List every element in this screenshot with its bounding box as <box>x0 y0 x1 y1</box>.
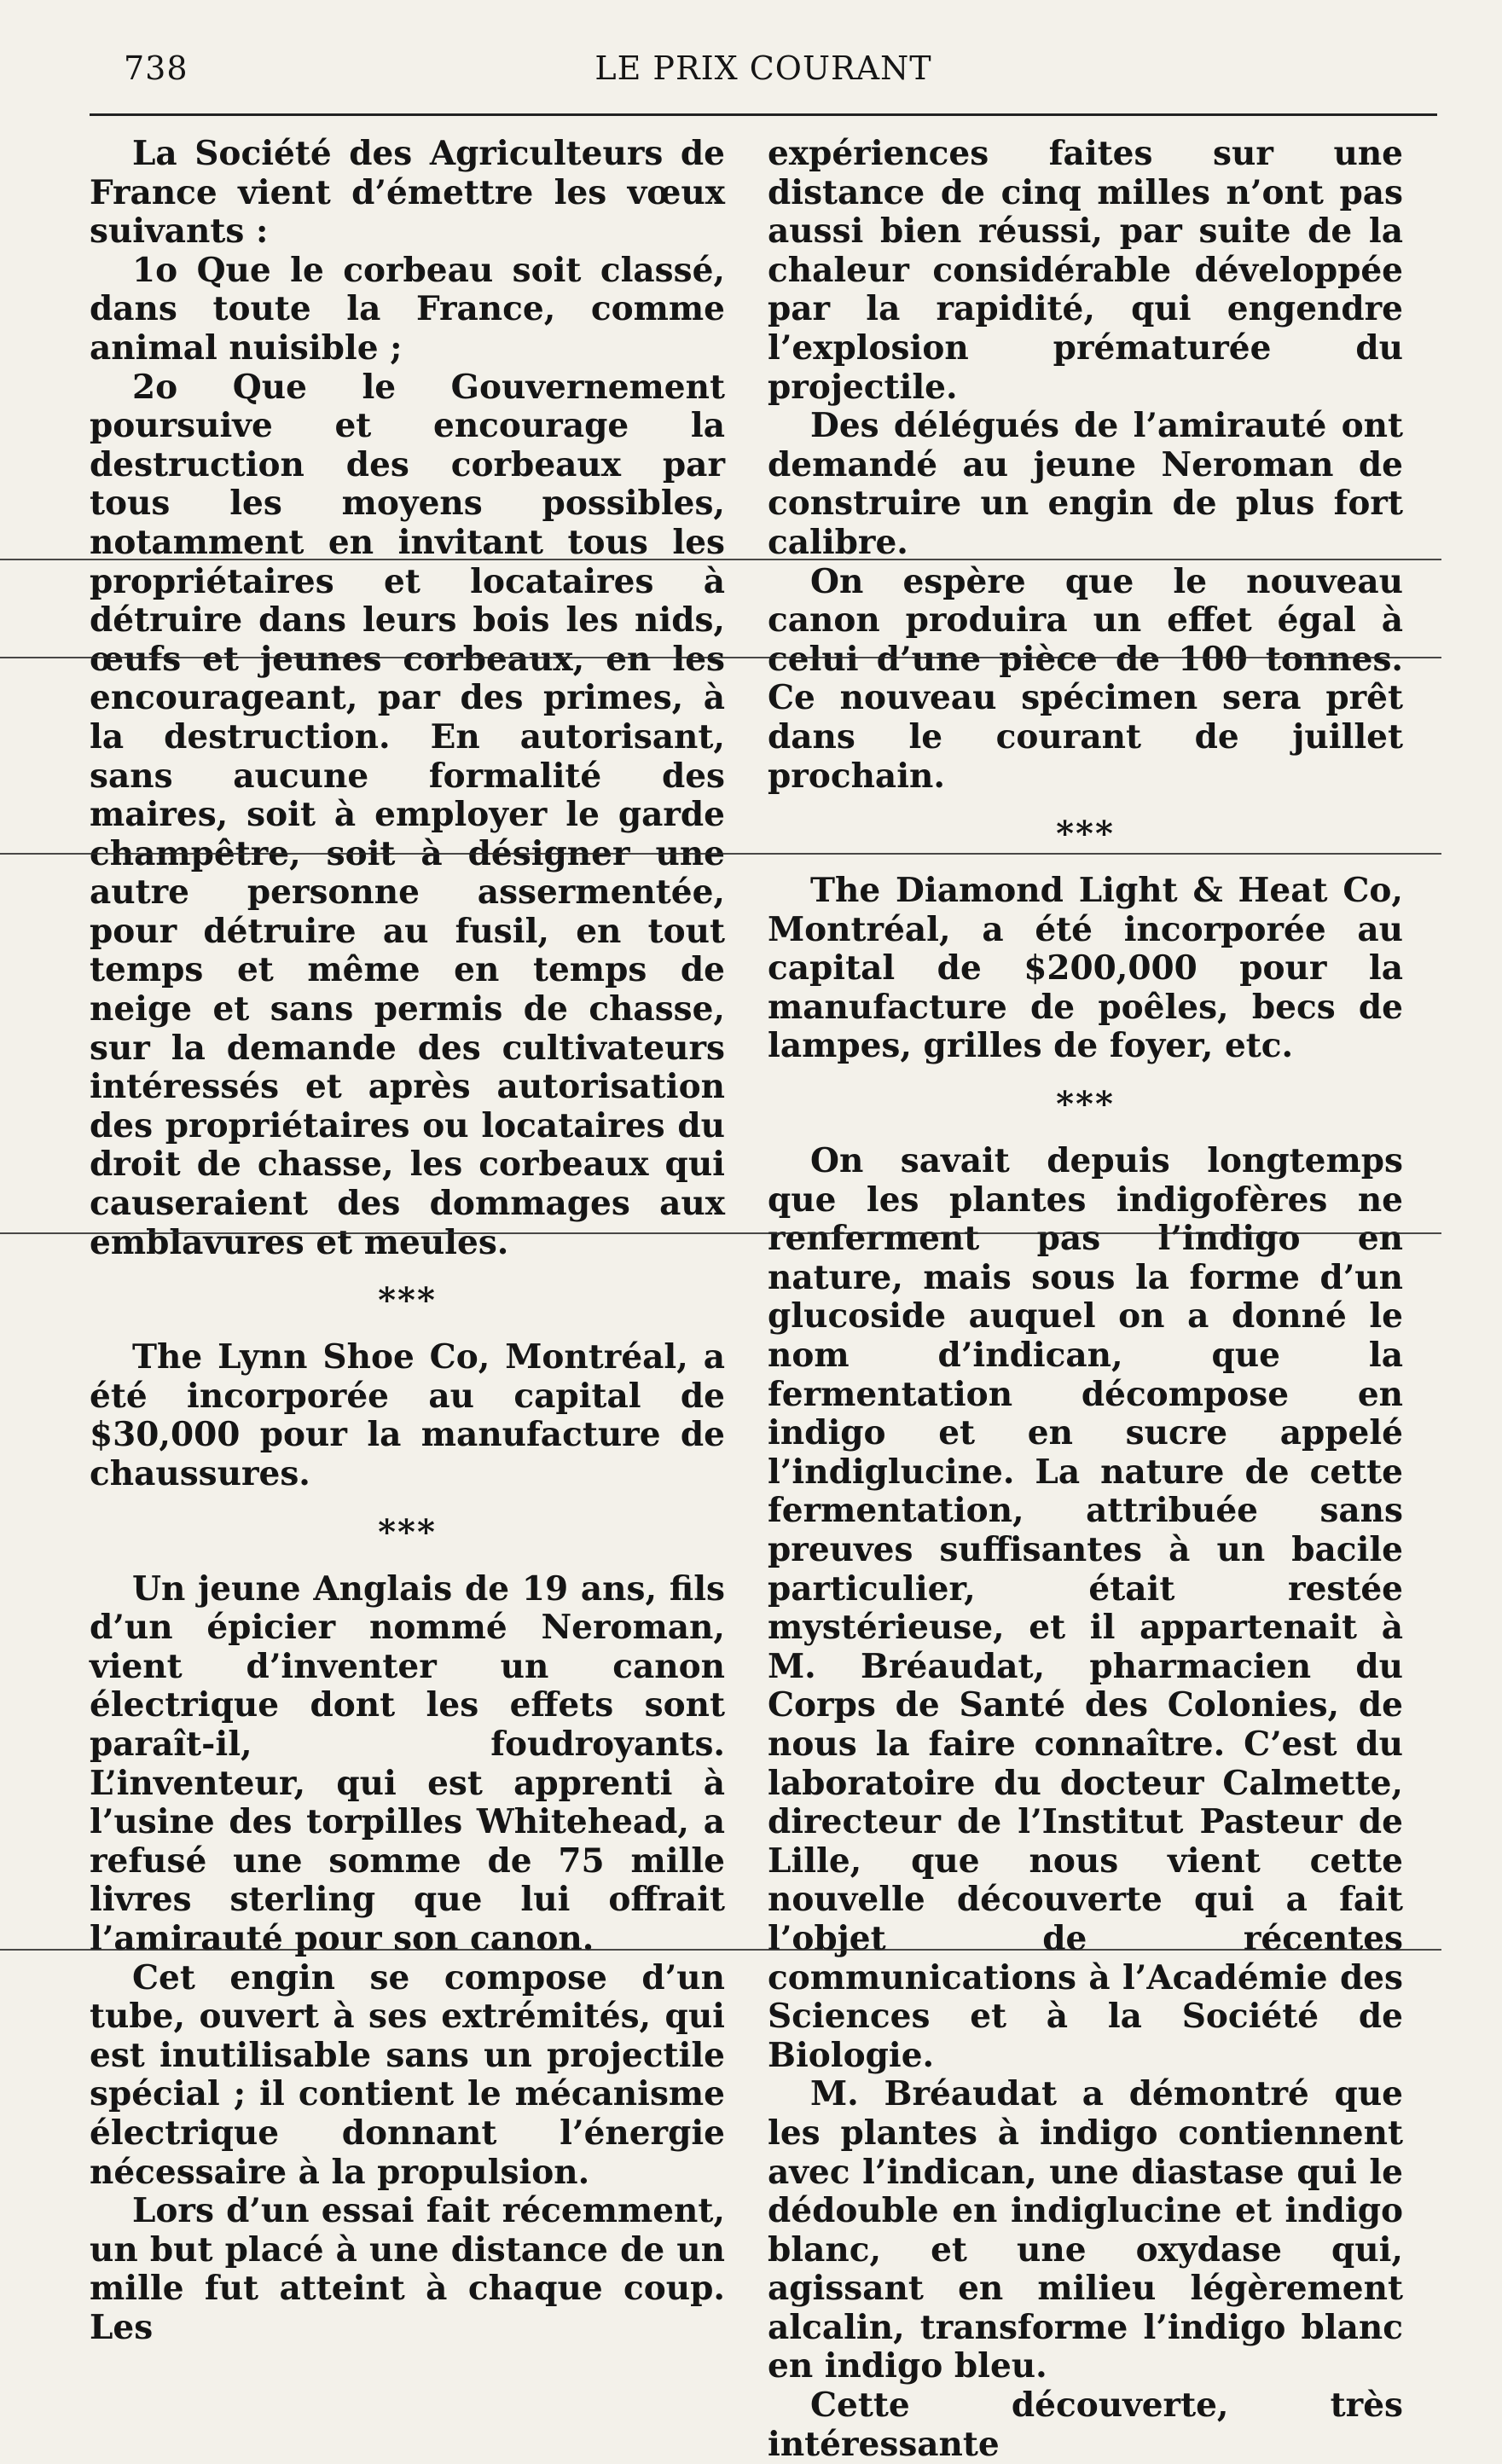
article-cannon-continued: expériences faites sur une distance de cinq milles n’ont pas aussi bien réussi, par suite de la chaleur considérable développée par la rapidité, qui engendre l’explosion prématurée du projectile. <box>768 134 1403 407</box>
left-column <box>90 135 725 2347</box>
asterism-separator: *** <box>1056 1084 1115 1125</box>
article-electric-cannon: Un jeune Anglais de 19 ans, fils d’un épicier nommé Neroman, vient d’inventer un canon électrique dont les effets sont paraît-il, foudroyants. L’inventeur, qui est apprenti à l’usine des torpilles Whitehead, a refusé une somme de 75 mille livres sterling que lui offrait l’amirauté pour son canon. <box>90 1568 725 1958</box>
article-indigo: On savait depuis longtemps que les plantes indigofères ne renferment pas l’indigo en nature, mais sous la forme d’un glucoside auquel on a donné le nom d’indican, que la fermentation décompose en indigo et en sucre appelé l’indiglucine. La nature de cette fermentation, attribuée sans preuves suffisantes à un bacile particulier, était restée mystérieuse, et il appartenait à M. Bréaudat, pharmacien du Corps de Santé des Colonies, de nous la faire connaître. C’est du laboratoire du docteur Calmette, directeur de l’Institut Pasteur de Lille, que nous vient cette nouvelle découverte qui a fait l’objet de récentes communications à l’Académie des Sciences et à la Société de Biologie. <box>768 1141 1403 2075</box>
page-number: 738 <box>124 49 188 87</box>
running-head <box>124 49 1403 101</box>
asterism-separator: *** <box>378 1511 437 1552</box>
article-diamond-light: The Diamond Light & Heat Co, Montréal, a été incorporée au capital de $200,000 pour la manufacture de poêles, becs de lampes, grilles de foyer, etc. <box>768 871 1403 1066</box>
article-lynn-shoe: The Lynn Shoe Co, Montréal, a été incorporée au capital de $30,000 pour la manufacture de chaussures. <box>90 1337 725 1493</box>
page-title: LE PRIX COURANT <box>594 49 932 87</box>
scan-artifact-line <box>0 1232 1441 1234</box>
article-breaudat-diastase: M. Bréaudat a démontré que les plantes à indigo contiennent avec l’indican, une diastase qui le dédouble en indiglucine et indigo blanc, et une oxydase qui, agissant en milieu légèrement alcalin, transforme l’indigo blanc en indigo bleu. <box>768 2074 1403 2386</box>
article-crows-point-1: 1o Que le corbeau soit classé, dans toute la France, comme animal nuisible ; <box>90 250 725 368</box>
scan-artifact-line <box>0 559 1441 560</box>
article-crows-intro: La Société des Agriculteurs de France vient d’émettre les vœux suivants : <box>90 134 725 252</box>
scan-artifact-line <box>0 657 1441 658</box>
scan-artifact-line <box>0 853 1441 855</box>
article-cannon-description: Cet engin se compose d’un tube, ouvert à ses extrémités, qui est inutilisable sans un projectile spécial ; il contient le mécanisme électrique donnant l’énergie nécessaire à la propulsion. <box>90 1957 725 2192</box>
right-column <box>768 135 1403 2464</box>
article-discovery-continued: Cette découverte, très intéressante <box>768 2386 1403 2464</box>
asterism-separator: *** <box>378 1280 437 1321</box>
header-rule <box>90 113 1437 116</box>
asterism-separator: *** <box>1056 814 1115 855</box>
article-admiralty-request: Des délégués de l’amirauté ont demandé au jeune Neroman de construire un engin de plus fort calibre. <box>768 406 1403 562</box>
article-cannon-trial: Lors d’un essai fait récemment, un but placé à une distance de un mille fut atteint à chaque coup. Les <box>90 2191 725 2347</box>
scan-artifact-line <box>0 1949 1441 1951</box>
article-crows-point-2: 2o Que le Gouvernement poursuive et encourage la destruction des corbeaux par tous les moyens possibles, notamment en invitant tous les propriétaires et locataires à détruire dans leurs bois les nids, œufs et jeunes corbeaux, en les encourageant, par des primes, à la destruction. En autorisant, sans aucune formalité des maires, soit à employer le garde champêtre, soit à désigner une autre personne assermentée, pour détruire au fusil, en tout temps et même en temps de neige et sans permis de chasse, sur la demande des cultivateurs intéressés et après autorisation des propriétaires ou locataires du droit de chasse, les corbeaux qui causeraient des dommages aux emblavures et meules. <box>90 367 725 1262</box>
article-new-cannon: On espère que le nouveau canon produira un effet égal à celui d’une pièce de 100 tonnes. Ce nouveau spécimen sera prêt dans le courant de juillet prochain. <box>768 561 1403 796</box>
